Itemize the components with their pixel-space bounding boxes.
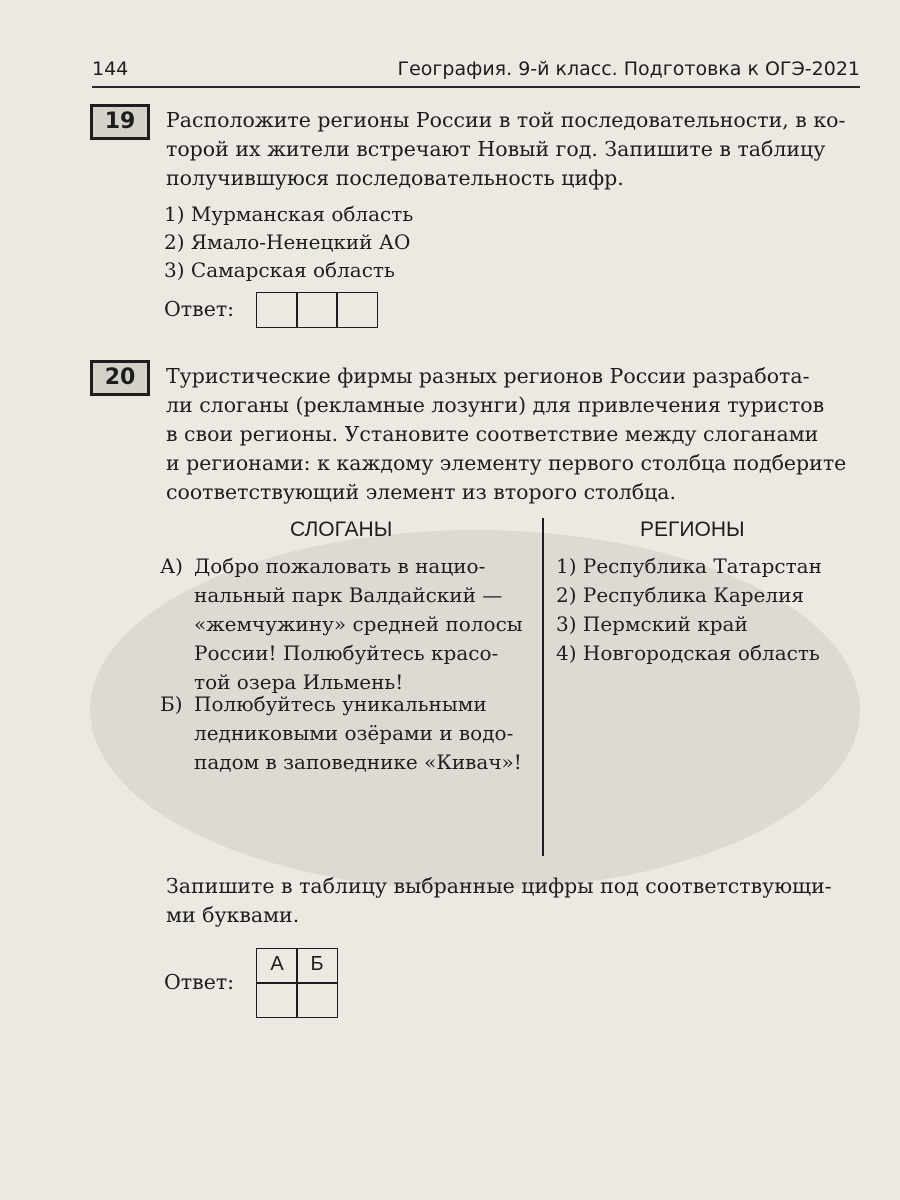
task-19-option: 2) Ямало-Ненецкий АО — [164, 230, 411, 254]
slogan-b-line: Полюбуйтесь уникальными — [194, 692, 487, 716]
task-19-text — [166, 106, 845, 193]
task-20-instruction-line: Запишите в таблицу выбранные цифры под соответствующи- — [166, 874, 832, 898]
task-19-option: 3) Самарская область — [164, 258, 395, 282]
slogan-b-line: падом в заповеднике «Кивач»! — [194, 750, 522, 774]
task-19-answer-label: Ответ: — [164, 297, 235, 321]
task-20-text-line: и регионами: к каждому элементу первого столбца подберите — [166, 451, 847, 475]
slogans-column-header: СЛОГАНЫ — [290, 518, 393, 541]
slogan-a-line: «жемчужину» средней полосы — [194, 612, 523, 636]
task-19-text-line: торой их жители встречают Новый год. Запишите в таблицу — [166, 137, 826, 161]
region-item: 4) Новгородская область — [556, 641, 820, 665]
answer-table-header-b: Б — [310, 953, 324, 975]
task-20-answer-cell-b[interactable] — [296, 982, 338, 1018]
slogan-b-line: ледниковыми озёрами и водо- — [194, 721, 514, 745]
answer-table-header-a: А — [270, 953, 284, 975]
slogan-a-label: А) — [160, 554, 183, 578]
task-20-text — [166, 362, 846, 507]
region-item: 3) Пермский край — [556, 612, 748, 636]
task-20-answer-label: Ответ: — [164, 970, 235, 994]
slogan-b-label: Б) — [160, 692, 183, 716]
task-20-number: 20 — [90, 360, 150, 396]
task-19-option: 1) Мурманская область — [164, 202, 414, 226]
region-item: 1) Республика Татарстан — [556, 554, 822, 578]
column-divider — [542, 518, 544, 856]
slogan-a-line: Добро пожаловать в нацио- — [194, 554, 486, 578]
slogan-a-line: той озера Ильмень! — [194, 670, 404, 694]
task-19-options — [164, 200, 413, 284]
task-20-answer-cell-a[interactable] — [256, 982, 298, 1018]
task-19-text-line: получившуюся последовательность цифр. — [166, 166, 624, 190]
task-20-text-line: ли слоганы (рекламные лозунги) для привлечения туристов — [166, 393, 825, 417]
region-item: 2) Республика Карелия — [556, 583, 805, 607]
task-19-text-line: Расположите регионы России в той последовательности, в ко- — [166, 108, 846, 132]
book-title: География. 9-й класс. Подготовка к ОГЭ-2021 — [397, 58, 860, 80]
page-number: 144 — [92, 58, 129, 80]
task-20-text-line: в свои регионы. Установите соответствие между слоганами — [166, 422, 819, 446]
page-header — [92, 56, 860, 88]
task-20-text-line: соответствующий элемент из второго столбца. — [166, 480, 677, 504]
task-20-instruction — [166, 872, 832, 930]
task-20-text-line: Туристические фирмы разных регионов России разработа- — [166, 364, 810, 388]
task-20-instruction-line: ми буквами. — [166, 903, 300, 927]
slogan-a-line: России! Полюбуйтесь красо- — [194, 641, 499, 665]
task-19-answer-cell-2[interactable] — [296, 292, 338, 328]
task-19-number: 19 — [90, 104, 150, 140]
regions-column-header: РЕГИОНЫ — [640, 518, 745, 541]
task-19-answer-cell-1[interactable] — [256, 292, 298, 328]
task-19-answer-cell-3[interactable] — [336, 292, 378, 328]
regions-list — [556, 552, 822, 668]
slogan-a-line: нальный парк Валдайский — — [194, 583, 503, 607]
